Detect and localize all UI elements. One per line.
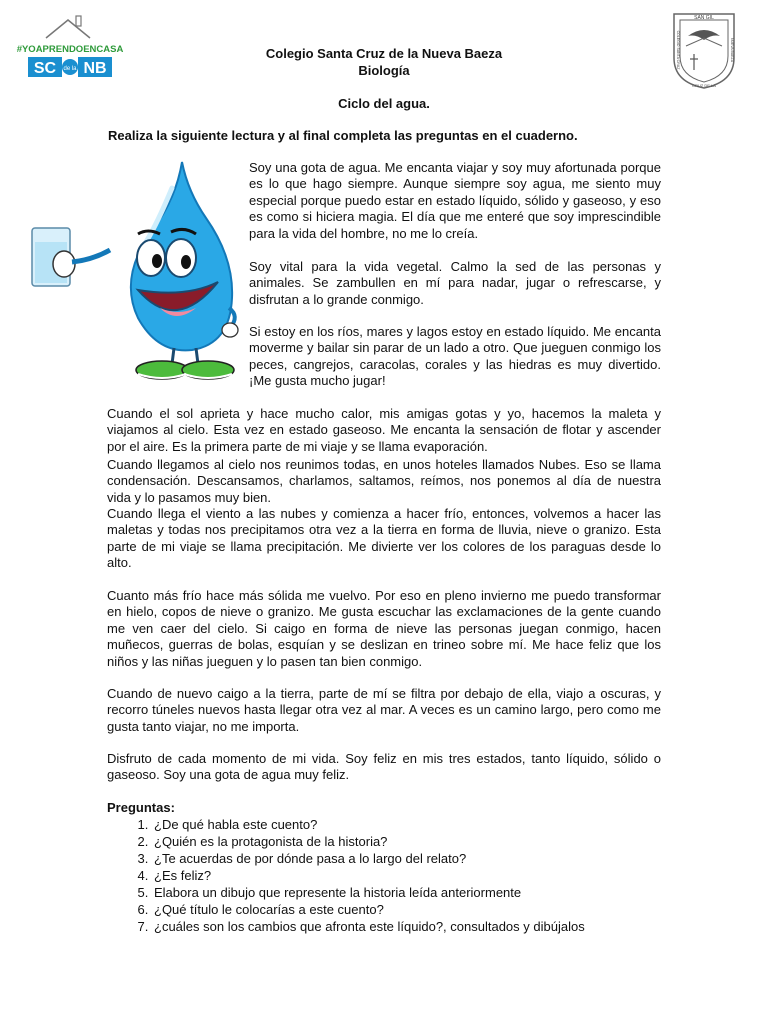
svg-text:CRUZ DE LA: CRUZ DE LA [692, 83, 716, 88]
paragraph-5: Cuando llegamos al cielo nos reunimos todas, en unos hoteles llamados Nubes. Eso se llama condensación. Descansamos, charlamos, saltamos, reímos, nos ponemos al día de nuestra vida y lo pasamos muy bien. [107, 457, 661, 505]
questions-list [107, 816, 672, 935]
paragraph-2: Soy vital para la vida vegetal. Calmo la sed de las personas y animales. Se zambullen en mí para nadar, jugar o refrescarse, y disfrutan a lo grande conmigo. [249, 259, 661, 307]
paragraph-8: Cuando de nuevo caigo a la tierra, parte de mí se filtra por debajo de ella, viajo a oscuras, y recorro túneles nuevos hasta llegar otra vez al mar. A veces es un camino largo, pero como me gusta tanto viajar, no me importa. [107, 686, 661, 734]
question-item: 7. ¿cuáles son los cambios que afronta este líquido?, consultados y dibújalos [152, 918, 672, 935]
paragraph-1: Soy una gota de agua. Me encanta viajar y soy muy afortunada porque es lo que hago siempre. Aunque siempre soy agua, me siento muy especial porque puedo estar en estado líquido, sólido y gaseoso, y eso es como si hiciera magia. El día que me enteré que soy imprescindible para la vida del hombre, no me lo creía. [249, 160, 661, 241]
question-item: 4. ¿Es feliz? [152, 867, 672, 884]
page-title: Ciclo del agua. [338, 96, 430, 111]
svg-text:SAN GIL: SAN GIL [694, 15, 714, 21]
water-drop-illustration [26, 158, 241, 390]
svg-text:COLEGIO SANTA CRUZ: COLEGIO SANTA CRUZ [676, 30, 680, 70]
svg-text:#YOAPRENDOENCASA: #YOAPRENDOENCASA [16, 44, 124, 55]
instruction: Realiza la siguiente lectura y al final completa las preguntas en el cuaderno. [108, 128, 578, 143]
paragraph-6: Cuando llega el viento a las nubes y comienza a hacer frío, entonces, volvemos a hacer las maletas y todas nos precipitamos otra vez a la tierra en forma de lluvia, nieve o granizo. Esta parte de mi viaje se llama precipitación. Me divierte ver los colores de los paraguas desde lo alto. [107, 506, 661, 571]
paragraph-7: Cuanto más frío hace más sólida me vuelvo. Por eso en pleno invierno me puedo transformar en hielo, copos de nieve o granizo. Me gusta escuchar las exclamaciones de la gente cuando me ven caer del cielo. Si caigo en forma de nieve las personas juegan conmigo, hacen muñecos, guerras de bolas, esquían y se deslizan en trineo sobre mí. Me hace feliz que los niños y las niñas jueguen y lo pasen tan bien conmigo. [107, 588, 661, 669]
questions-heading: Preguntas: [107, 800, 175, 815]
question-item: 3. ¿Te acuerdas de por dónde pasa a lo largo del relato? [152, 850, 672, 867]
subject: Biología [358, 63, 410, 78]
question-item: 5. Elabora un dibujo que represente la historia leída anteriormente [152, 884, 672, 901]
paragraph-9: Disfruto de cada momento de mi vida. Soy feliz en mis tres estados, tanto líquido, sólido o gaseoso. Soy una gota de agua muy feliz. [107, 751, 661, 783]
paragraph-3: Si estoy en los ríos, mares y lagos estoy en estado líquido. Me encanta moverme y bailar sin parar de un lado a otro. Que jueguen conmigo los peces, cangrejos, caracolas, corales y las hiedras es muy divertido. ¡Me gusta mucho jugar! [249, 324, 661, 389]
school-name: Colegio Santa Cruz de la Nueva Baeza [265, 46, 503, 61]
svg-text:NUEVA BAEZA: NUEVA BAEZA [730, 37, 734, 63]
paragraph-4: Cuando el sol aprieta y hace mucho calor, mis amigas gotas y yo, hacemos la maleta y viajamos al cielo. Esta vez en estado gaseoso. Me encanta la sensación de flotar y ascender por el aire. Es la primera parte de mi viaje y se llama evaporación. [107, 406, 661, 454]
question-item: 6. ¿Qué título le colocarías a este cuento? [152, 901, 672, 918]
svg-text:de la: de la [63, 66, 77, 72]
question-item: 2. ¿Quién es la protagonista de la historia? [152, 833, 672, 850]
question-item: 1. ¿De qué habla este cuento? [152, 816, 672, 833]
svg-text:SC: SC [33, 60, 57, 77]
svg-text:NB: NB [83, 60, 107, 77]
